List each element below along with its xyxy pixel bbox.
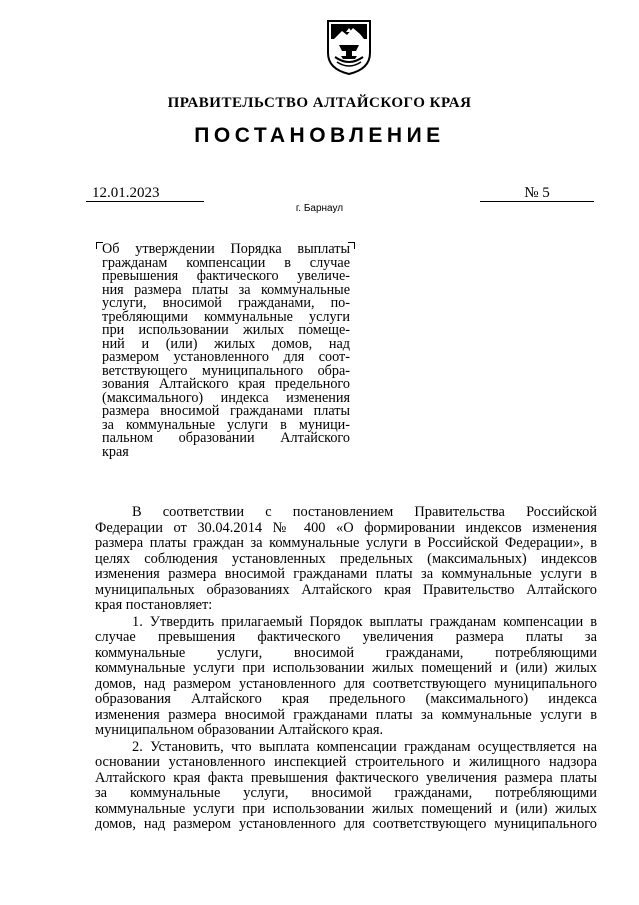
body-line: В соответствии с постановлением Правительства Российской (132, 504, 597, 520)
body-line: муниципальных образованиях Алтайского края Правительство Алтайского (95, 581, 597, 598)
document-date: 12.01.2023 (86, 185, 204, 202)
body-line: 2. Установить, что выплата компенсации гражданам осуществляется на (132, 738, 597, 755)
body-line: случае превышения фактического увеличения размера платы за (95, 629, 597, 645)
subject-line: ветствующего муниципального обра- (102, 362, 350, 379)
subject-line: услуги, вносимой гражданами, по- (102, 295, 350, 311)
body-line: коммунальные услуги, вносимой гражданами, потребляющими (95, 644, 597, 661)
subject-line: зования Алтайского края предельного (102, 376, 350, 392)
paragraph-item-1 (95, 615, 597, 739)
body-line: домов, над размером установленного для соответствующего муниципального (95, 816, 597, 832)
body-line: размера платы граждан за коммунальные услуги в Российской Федерации», в (95, 535, 597, 551)
body-line: за коммунальные услуги, вносимой гражданами, потребляющими (95, 785, 597, 801)
subject-line: размером установленного для соот- (102, 349, 350, 365)
body-line: 1. Утвердить прилагаемый Порядок выплаты гражданам компенсации в (132, 613, 597, 630)
body-line: коммунальные услуги при использовании жилых помещений и (или) жилых (95, 660, 597, 676)
subject-line: (максимального) индекса изменения (102, 389, 350, 406)
document-city: г. Барнаул (295, 203, 344, 214)
body-line: края постановляет: (95, 597, 213, 613)
subject-line: гражданам компенсации в случае (102, 254, 350, 271)
body-line: изменения размера вносимой гражданами платы за коммунальные услуги в (95, 566, 597, 582)
subject-line: пальном образовании Алтайского (102, 430, 350, 446)
paragraph-item-2 (95, 740, 597, 833)
body-line: образования Алтайского края предельного (максимального) индекса (95, 691, 597, 707)
subject-line: края (102, 443, 129, 460)
subject-line: Об утверждении Порядка выплаты (102, 241, 350, 257)
body-line: домов, над размером установленного для соответствующего муниципального (95, 675, 597, 692)
body-line: изменения размера вносимой гражданами платы за коммунальные услуги в (95, 706, 597, 723)
document-number: № 5 (480, 185, 594, 202)
body-line: муниципальном образовании Алтайского края. (95, 722, 384, 738)
subject-line: размера вносимой гражданами платы (102, 403, 350, 419)
paragraph-preamble (95, 505, 597, 614)
document-body (95, 505, 597, 833)
coat-of-arms-emblem (326, 19, 372, 76)
document-type-title: ПОСТАНОВЛЕНИЕ (194, 124, 445, 147)
subject-line: при использовании жилых помеще- (102, 322, 350, 338)
subject-line: ния размера платы за коммунальные (102, 281, 350, 298)
body-line: коммунальные услуги при использовании жилых помещений и (или) жилых (95, 800, 597, 817)
body-line: основании установленного инспекцией строительного и жилищного надзора (95, 754, 597, 770)
subject-line: требляющими коммунальные услуги (102, 308, 350, 325)
subject-line: превышения фактического увеличе- (102, 268, 350, 284)
body-line: Федерации от 30.04.2014 № 400 «О формировании индексов изменения (95, 519, 597, 536)
subject-line: за коммунальные услуги в муници- (102, 416, 350, 433)
body-line: целях соблюдения установленных предельных (максимальных) индексов (95, 550, 597, 567)
government-title: ПРАВИТЕЛЬСТВО АЛТАЙСКОГО КРАЯ (167, 95, 472, 111)
document-subject (102, 243, 350, 459)
body-line: Алтайского края факта превышения фактического увеличения размера платы (95, 769, 597, 786)
subject-line: ний и (или) жилых домов, над (102, 335, 350, 352)
